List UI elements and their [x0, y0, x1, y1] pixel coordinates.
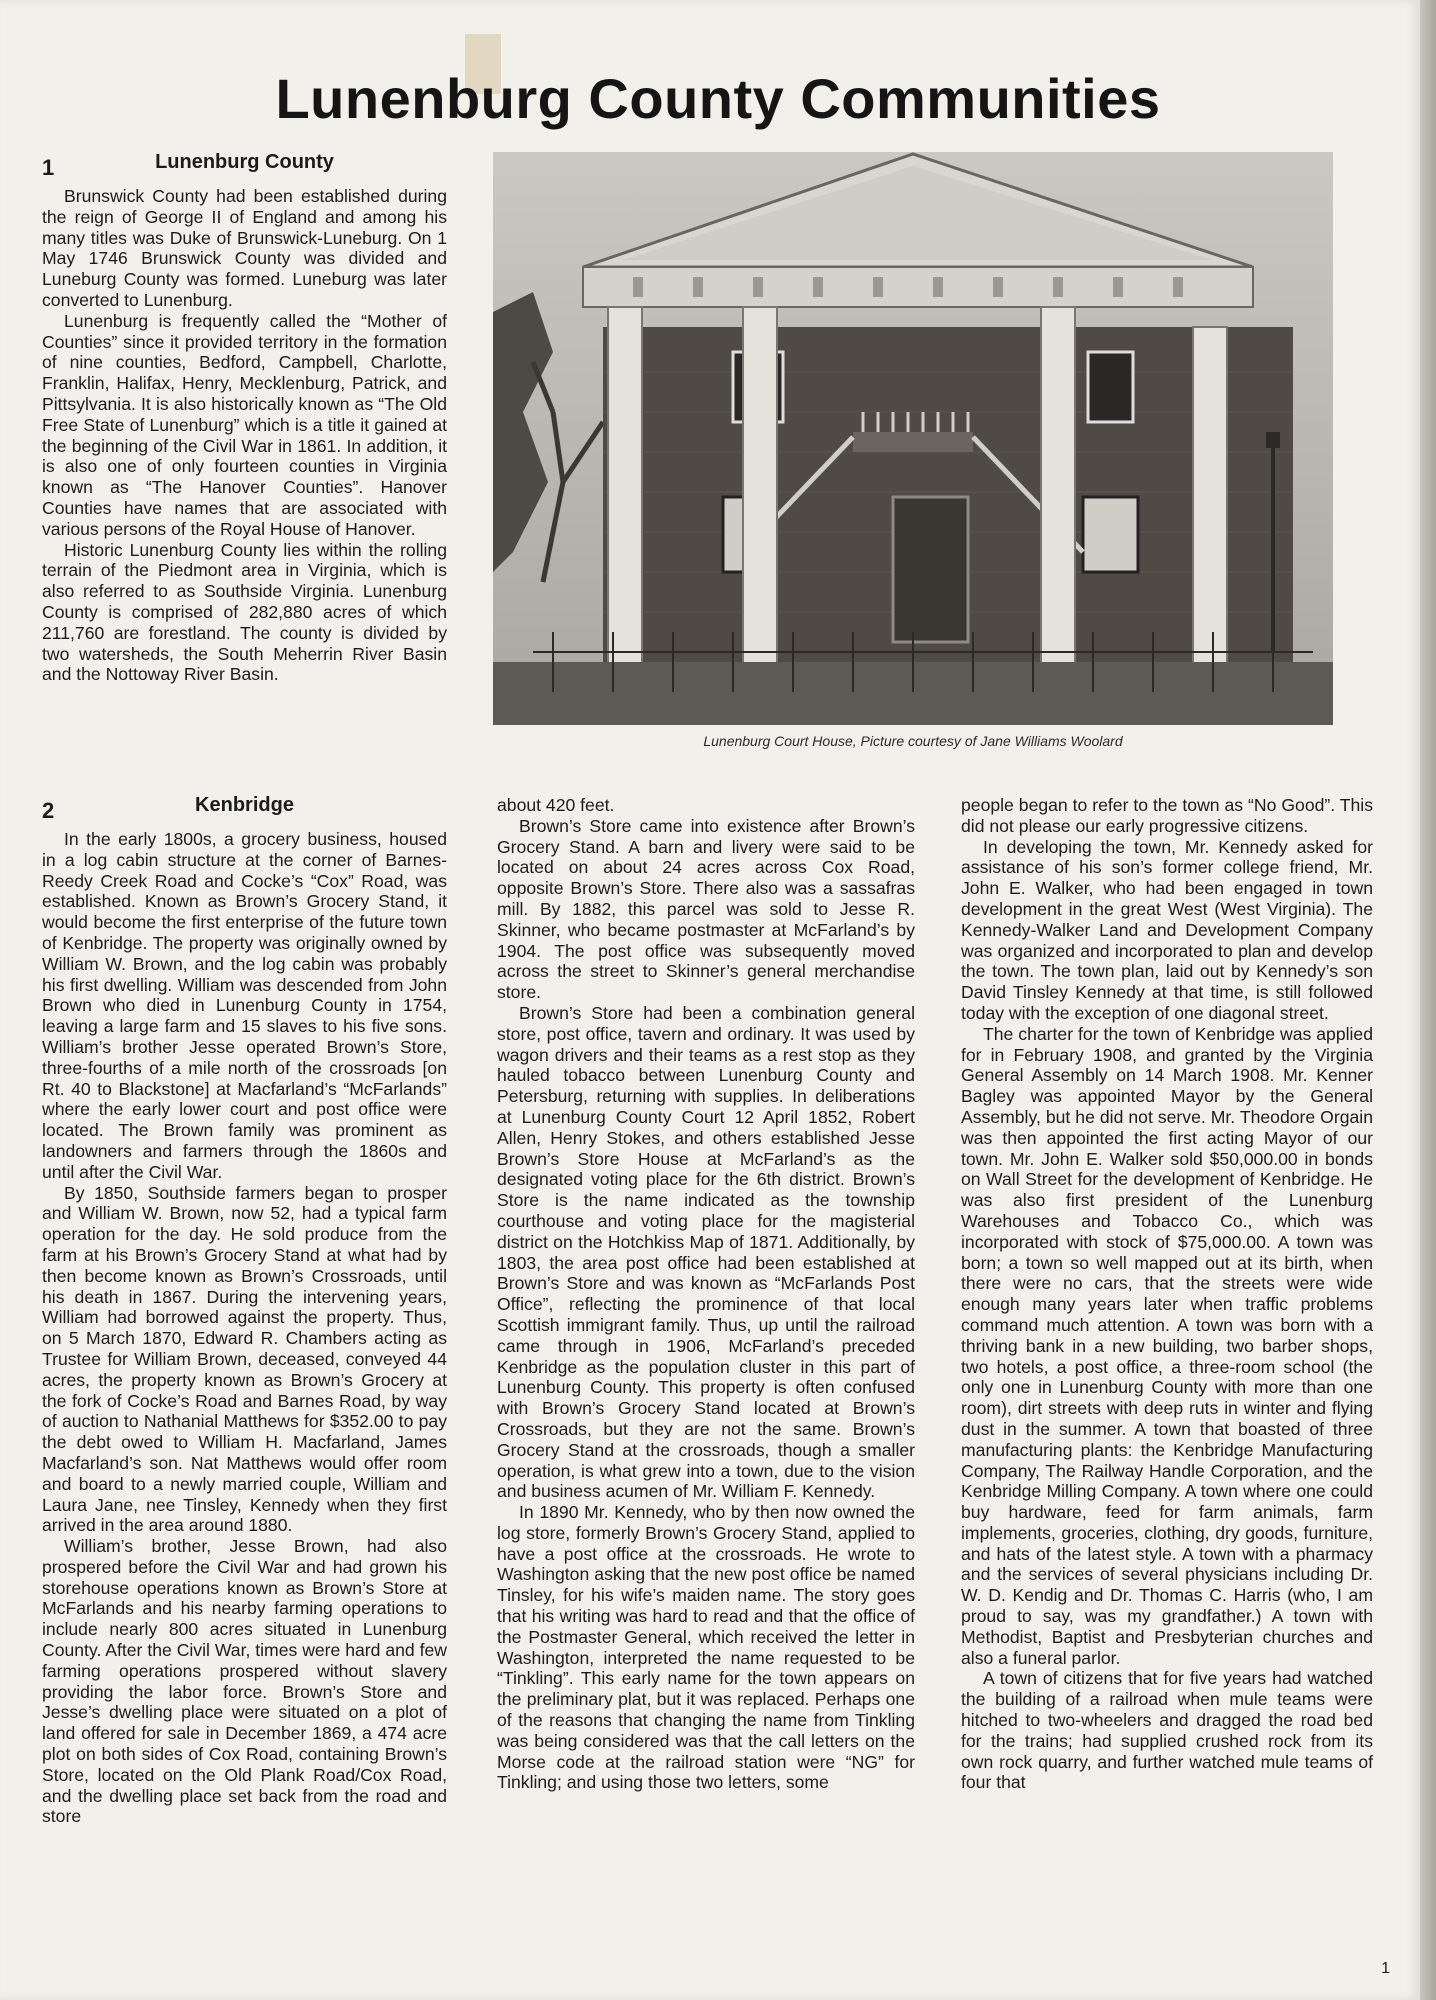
paragraph: By 1850, Southside farmers began to prosper and William W. Brown, now 52, had a typical farm operation for the day. He sold produce from the farm at his Brown’s Grocery Stand at what had by then become known as Brown’s Crossroads, until his death in 1867. During the intervening years, William had borrowed against the property. Thus, on 5 March 1870, Edward R. Chambers acting as Trustee for William Brown, deceased, conveyed 44 acres, the property known as Brown’s Grocery at the fork of Cocke’s Road and Barnes Road, by way of auction to Nathanial Matthews for $352.00 to pay the debt owed to William H. Macfarland, James Macfarland’s son. Nat Matthews would offer room and board to a newly married couple, William and Laura Jane, nee Tinsley, Kennedy when they first arrived in the area around 1880. — [42, 1182, 447, 1536]
kenbridge-column-3 — [961, 795, 1373, 1793]
section-title: Kenbridge — [195, 794, 294, 816]
paragraph: In the early 1800s, a grocery business, housed in a log cabin structure at the corner of Barnes-Reedy Creek Road and Cocke’s “Cox” Road, was established. Known as Brown’s Grocery Stand, it would become the first enterprise of the future town of Kenbridge. The property was originally owned by William W. Brown, and the log cabin was probably his first dwelling. William was descended from John Brown who died in Lunenburg County in 1754, leaving a large farm and 15 slaves to his five sons. William’s brother Jesse operated Brown’s Store, three-fourths of a mile north of the crossroads [on Rt. 40 to Blackstone] at Macfarland’s “McFarlands” where the early lower court and post office were located. The Brown family was prominent as landowners and farmers through the 1860s and until after the Civil War. — [42, 829, 447, 1182]
paragraph: In 1890 Mr. Kennedy, who by then now owned the log store, formerly Brown’s Grocery Stand, applied to have a post office at the crossroads. He wrote to Washington asking that the new post office be named Tinsley, for his wife’s maiden name. The story goes that his writing was hard to read and that the office of the Postmaster General, which received the letter in Washington, interpreted the name requested to be “Tinkling”. This early name for the town appears on the preliminary plat, but it was replaced. Perhaps one of the reasons that changing the name from Tinkling was being considered was that the call letters on the Morse code at the railroad station were “NG” for Tinkling; and using those two letters, some — [497, 1502, 915, 1793]
page-number: 1 — [1381, 1960, 1390, 1977]
section-kenbridge — [42, 795, 447, 1827]
page-edge — [1420, 0, 1436, 2000]
paragraph: William’s brother, Jesse Brown, had also prospered before the Civil War and had grown his storehouse operations known as Brown’s Store at McFarlands and his nearby farming operations to include nearly 800 acres situated in Lunenburg County. After the Civil War, times were hard and few farming operations prospered without slavery providing the labor force. Brown’s Store and Jesse’s dwelling place were situated on a plot of land offered for sale in December 1869, a 474 acre plot on both sides of Cox Road, containing Brown’s Store, located on the Old Plank Road/Cox Road, and the dwelling place set back from the road and store — [42, 1536, 447, 1827]
section-heading — [42, 152, 447, 186]
paragraph: Lunenburg is frequently called the “Mother of Counties” since it provided territory in the formation of nine counties, Bedford, Campbell, Charlotte, Franklin, Halifax, Henry, Mecklenburg, Patrick, and Pittsylvania. It is also historically known as “The Old Free State of Lunenburg” which is a title it gained at the beginning of the Civil War in 1861. In addition, it is also one of only fourteen counties in Virginia known as “The Hanover Counties”. Hanover Counties have names that are associated with various persons of the Royal House of Hanover. — [42, 310, 447, 539]
section-number: 1 — [42, 155, 55, 180]
paragraph: Brown’s Store had been a combination general store, post office, tavern and ordinary. It was used by wagon drivers and their teams as a rest stop as they hauled tobacco between Lunenburg County and Petersburg, returning with supplies. In deliberations at Lunenburg County Court 12 April 1852, Robert Allen, Henry Stokes, and others established Jesse Brown’s Store House at McFarland’s as the designated voting place for the 6th district. Brown’s Store is the name indicated as the township courthouse and voting place for the magisterial district on the Hotchkiss Map of 1871. Additionally, by 1803, the area post office had been established at Brown’s Store and was known as “McFarlands Post Office”, reflecting the prominence of that local Scottish immigrant family. Thus, up until the railroad came through in 1906, McFarland’s preceded Kenbridge as the population cluster in this part of Lunenburg County. This property is often confused with Brown’s Grocery Stand located at Brown’s Crossroads, but they are not the same. Brown’s Grocery Stand at the crossroads, though a smaller operation, is what grew into a town, due to the vision and business acumen of Mr. William F. Kennedy. — [497, 1002, 915, 1502]
paragraph: Historic Lunenburg County lies within the rolling terrain of the Piedmont area in Virginia, which is also referred to as Southside Virginia. Lunenburg County is comprised of 282,880 acres of which 211,760 are forestland. The county is divided by two watersheds, the South Meherrin River Basin and the Nottoway River Basin. — [42, 539, 447, 685]
courthouse-photo — [493, 152, 1333, 725]
paragraph: Brown’s Store came into existence after Brown’s Grocery Stand. A barn and livery were said to be located on about 24 acres across Cox Road, opposite Brown’s Store. There also was a sassafras mill. By 1882, this parcel was sold to Jesse R. Skinner, who became postmaster at McFarland’s by 1904. The post office was subsequently moved across the street to Skinner’s general merchandise store. — [497, 815, 915, 1003]
kenbridge-column-2 — [497, 795, 915, 1793]
paragraph: Brunswick County had been established during the reign of George II of England and among his many titles was Duke of Brunswick-Luneburg. On 1 May 1746 Brunswick County was divided and Luneburg County was formed. Luneburg was later converted to Lunenburg. — [42, 186, 447, 310]
section-number: 2 — [42, 798, 55, 823]
paragraph: The charter for the town of Kenbridge was applied for in February 1908, and granted by the Virginia General Assembly on 14 March 1908. Mr. Kenner Bagley was appointed Mayor by the General Assembly, but he did not serve. Mr. Theodore Orgain was then appointed the first acting Mayor of our town. Mr. John E. Walker sold $50,000.00 in bonds on Wall Street for the development of Kenbridge. He was also first president of the Lunenburg Warehouses and Tobacco Co., which was incorporated with stock of $75,000.00. A town was born; a town so well mapped out at its birth, when there were no cars, that the streets were wide enough many years later when traffic problems command much attention. A town was born with a thriving bank in a new building, two barber shops, two hotels, a post office, a three-room school (the only one in Lunenburg County with more than one room), dirt streets with deep ruts in winter and flying dust in the summer. A town that boasted of three manufacturing plants: the Kenbridge Manufacturing Company, The Railway Handle Corporation, and the Kenbridge Milling Company. A town where one could buy hardware, feed for farm animals, farm implements, groceries, clothing, dry goods, furniture, and hats of the latest style. A town with a pharmacy and the services of several physicians including Dr. W. D. Kendig and Dr. Thomas C. Harris (who, I am proud to say, was my grandfather.) A town with Methodist, Baptist and Presbyterian churches and also a funeral parlor. — [961, 1023, 1373, 1668]
section-heading — [42, 795, 447, 829]
paragraph-continued: about 420 feet. — [497, 795, 615, 815]
page-title: Lunenburg County Communities — [275, 67, 1161, 130]
section-title: Lunenburg County — [155, 151, 334, 173]
section-lunenburg-county — [42, 152, 447, 685]
paragraph: In developing the town, Mr. Kennedy asked for assistance of his son’s former college friend, Mr. John E. Walker, who had been engaged in town development in the great West (West Virginia). The Kennedy-Walker Land and Development Company was organized and incorporated to plan and develop the town. The town plan, laid out by Kennedy’s son David Tinsley Kennedy at that time, is still followed today with the exception of one diagonal street. — [961, 836, 1373, 1023]
courthouse-illustration — [493, 152, 1333, 725]
paragraph-continued: people began to refer to the town as “No Good”. This did not please our early progressive citizens. — [961, 795, 1373, 836]
photo-caption: Lunenburg Court House, Picture courtesy of Jane Williams Woolard — [703, 733, 1123, 749]
paragraph: A town of citizens that for five years had watched the building of a railroad when mule teams were hitched to two-wheelers and dragged the road bed for the trains; had supplied crushed rock from its own rock quarry, and further watched mule teams of four that — [961, 1668, 1373, 1793]
